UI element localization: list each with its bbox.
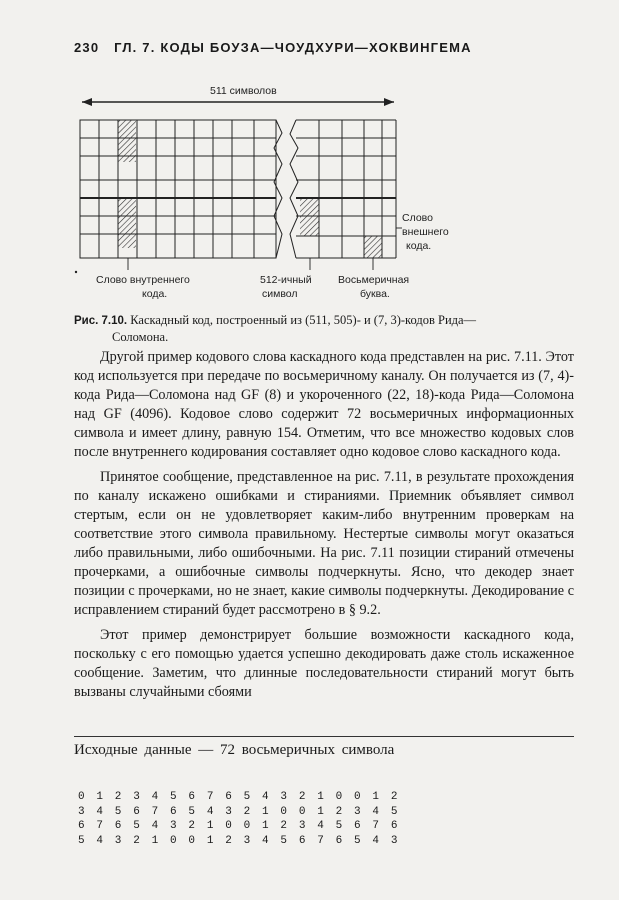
section-rule (74, 736, 574, 737)
label-outer-word: Слово внешнего кода. (402, 212, 449, 252)
digit-row: 5 4 3 2 1 0 0 1 2 3 4 5 6 7 6 5 4 3 (78, 834, 401, 847)
chapter-title: ГЛ. 7. КОДЫ БОУЗА—ЧОУДХУРИ—ХОКВИНГЕМА (114, 40, 472, 55)
data-title: Исходные данные — 72 восьмеричных символа (74, 742, 395, 758)
figure-7-10 (60, 78, 480, 310)
digit-row: 6 7 6 5 4 3 2 1 0 0 1 2 3 4 5 6 7 6 (78, 820, 401, 832)
arrow-head-right (384, 98, 394, 106)
digit-row: 0 1 2 3 4 5 6 7 6 5 4 3 2 1 0 0 1 2 (78, 791, 401, 803)
caption-text: Каскадный код, построенный из (511, 505)- и (7, 3)-кодов Рида— (130, 313, 477, 327)
label-symbol-512: 512-ичный символ (260, 274, 312, 300)
caption-label: Рис. 7.10. (74, 315, 128, 327)
paragraph: Принятое сообщение, представленное на рис. 7.11, в результате прохождения по каналу искажено ошибками и стираниями. Приемник объявляет символ стертым, если он не удовлетворяет каким-либо внутренним проверкам на соответствие этого символа правильному. Нестертые символы могут оказаться либо правильными, либо ошибочными. На рис. 7.11 позиции стираний отмечены прочерками, а ошибочные символы подчеркнуты. Ясно, что декодер знает позиции с прочерками, но не знает, какие символы подчеркнуты. Декодирование с исправлением стираний будет рассмотрено в § 9.2. (74, 469, 574, 618)
digit-block (78, 790, 400, 848)
paragraph: Другой пример кодового слова каскадного кода представлен на рис. 7.11. Этот код используется при передаче по восьмеричному каналу. Он получается из (7, 4)-кода Рида—Соломона над GF (8) и укороченного (22, 18)-кода Рида—Соломона над GF (4096). Кодовое слово содержит 72 восьмеричных информационных символа и имеет длину, равную 154. Отметим, что все множество кодовых слов после внутреннего кодирования составляет одно кодовое слово каскадного кода. (74, 349, 574, 460)
arrow-head-left (82, 98, 92, 106)
figure-caption (74, 312, 574, 345)
page-number: 230 (74, 40, 100, 55)
stray-dot (75, 271, 77, 273)
running-header (74, 40, 574, 55)
grid-left (80, 120, 282, 258)
grid-right (290, 120, 396, 258)
body-text (74, 348, 574, 708)
digit-row: 3 4 5 6 7 6 5 4 3 2 1 0 0 1 2 3 4 5 (78, 805, 401, 818)
label-octal-letter: Восьмеричная буква. (338, 274, 410, 300)
caption-text-cont: Соломона. (112, 330, 169, 344)
label-inner-word: Слово внутреннего кода. (96, 274, 190, 300)
width-label: 511 символов (210, 85, 277, 97)
paragraph: Этот пример демонстрирует большие возможности каскадного кода, поскольку с его помощью удается успешно декодировать даже столь искаженное сообщение. Заметим, что длинные последовательности стираний могут быть вызваны случайными сбоями (74, 627, 574, 700)
